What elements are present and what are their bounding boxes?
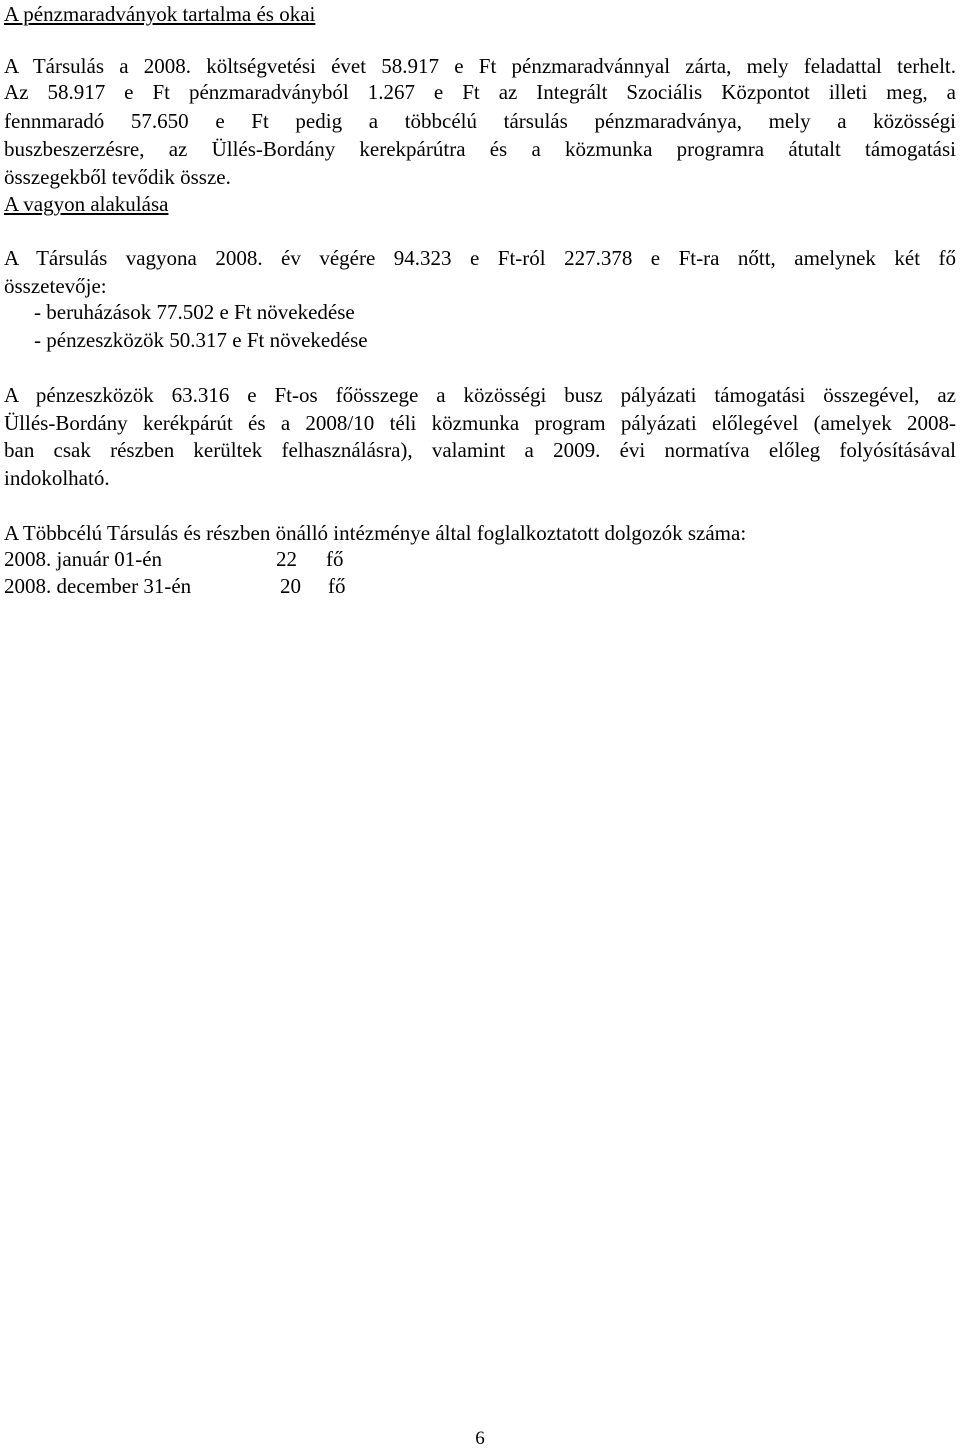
paragraph-line: Üllés-Bordány kerékpárút és a 2008/10 téli közmunka program pályázati előlegével (amelyek 2008- [4,411,956,435]
paragraph-line: fennmaradó 57.650 e Ft pedig a többcélú társulás pénzmaradványa, mely a közösségi [4,109,956,133]
list-item: - pénzeszközök 50.317 e Ft növekedése [34,328,368,352]
paragraph-line: indokolható. [4,466,110,490]
paragraph-line: A Társulás vagyona 2008. év végére 94.323 e Ft-ról 227.378 e Ft-ra nőtt, amelynek két fő [4,246,956,270]
employee-row [4,545,604,573]
section-heading-assets: A vagyon alakulása [4,192,169,216]
employee-row-unit: fő [328,574,346,598]
employee-row-count: 20 [280,574,301,598]
section-heading-residuals: A pénzmaradványok tartalma és okai [4,2,316,26]
list-item: - beruházások 77.502 e Ft növekedése [34,300,355,324]
paragraph-line: buszbeszerzésre, az Üllés-Bordány kerekpárútra és a közmunka programra átutalt támogatási [4,137,956,161]
employee-row-count: 22 [276,547,297,571]
employee-row-unit: fő [326,547,344,571]
section-heading-employees: A Többcélú Társulás és részben önálló intézménye által foglalkoztatott dolgozók száma: [4,521,747,545]
employee-row-date: 2008. január 01-én [4,547,163,571]
paragraph-line: összetevője: [4,274,107,298]
paragraph-line: ban csak részben kerültek felhasználásra), valamint a 2009. évi normatíva előleg folyósításával [4,438,956,462]
paragraph-line: Az 58.917 e Ft pénzmaradványból 1.267 e Ft az Integrált Szociális Központot illeti meg, a [4,80,956,104]
paragraph-line: A Társulás a 2008. költségvetési évet 58.917 e Ft pénzmaradvánnyal zárta, mely feladattal terhelt. [4,54,956,78]
employee-row [4,572,604,600]
page-number: 6 [475,1428,485,1449]
paragraph-line: A pénzeszközök 63.316 e Ft-os főösszege a közösségi busz pályázati támogatási összegével, az [4,383,956,407]
employee-row-date: 2008. december 31-én [4,574,192,598]
paragraph-line: összegekből tevődik össze. [4,165,231,189]
